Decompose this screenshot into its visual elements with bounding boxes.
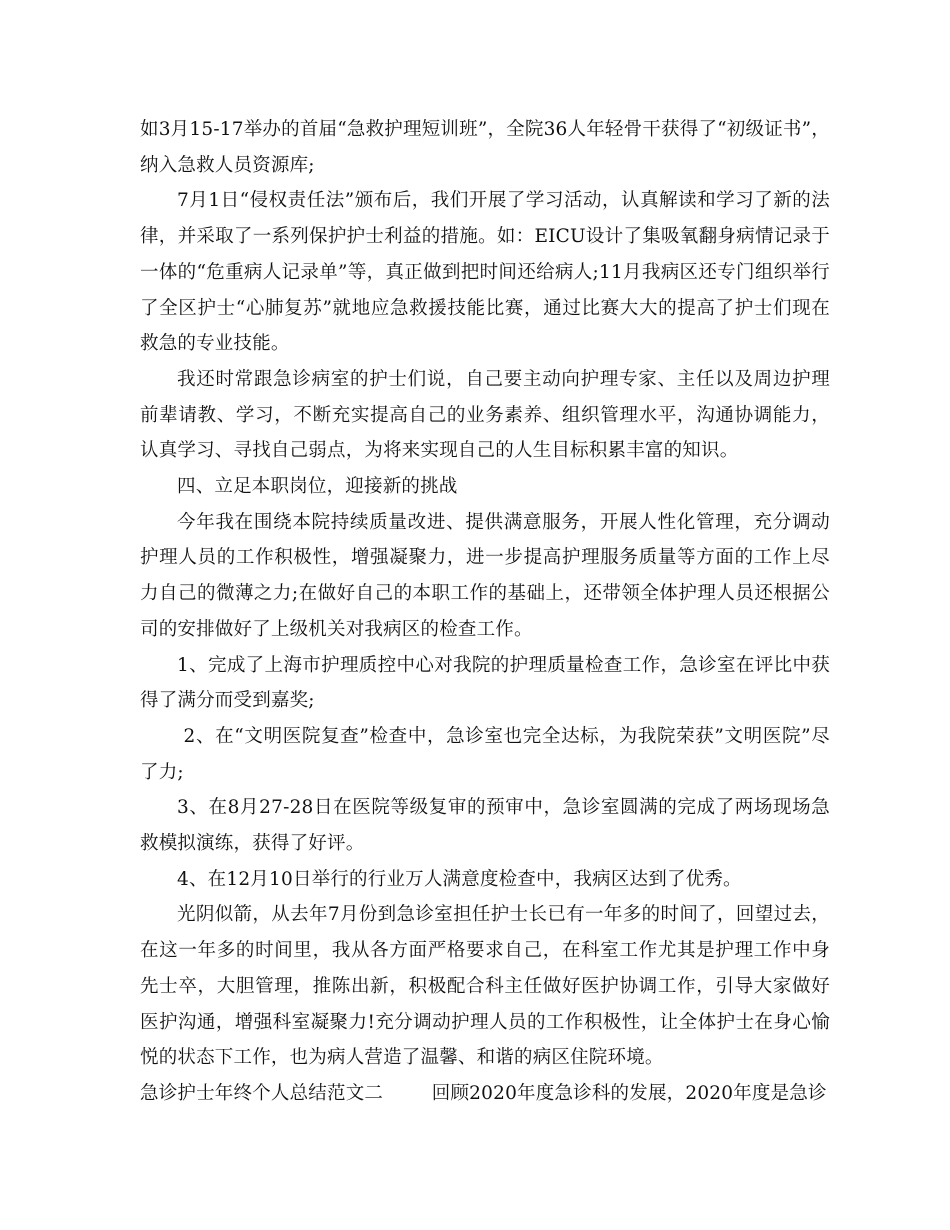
heading-gap bbox=[383, 1083, 432, 1104]
paragraph-5: 今年我在围绕本院持续质量改进、提供满意服务，开展人性化管理，充分调动护理人员的工作积极性，增强凝聚力，进一步提高护理服务质量等方面的工作上尽力自己的微薄之力;在做好自己的本职工作的基础上，还带领全体护理人员还根据公司的安排做好了上级机关对我病区的检查工作。 bbox=[140, 511, 830, 640]
paragraph-10: 光阴似箭，从去年7月份到急诊室担任护士长已有一年多的时间了，回望过去，在这一年多的时间里，我从各方面严格要求自己，在科室工作尤其是护理工作中身先士卒，大胆管理，推陈出新，积极配合科主任做好医护协调工作，引导大家做好医护沟通，增强科室凝聚力!充分调动护理人员的工作积极性，让全体护士在身心愉悦的状态下工作，也为病人营造了温馨、和谐的病区住院环境。 bbox=[140, 904, 830, 1069]
paragraph-2: 7月1日“侵权责任法”颁布后，我们开展了学习活动，认真解读和学习了新的法律，并采取了一系列保护护士利益的措施。如：EICU设计了集吸氧翻身病情记录于一体的“危重病人记录单”等，真正做到把时间还给病人;11月我病区还专门组织举行了全区护士“心肺复苏”就地应急救援技能比赛，通过比赛大大的提高了护士们现在救急的专业技能。 bbox=[140, 190, 830, 355]
paragraph-3: 我还时常跟急诊病室的护士们说，自己要主动向护理专家、主任以及周边护理前辈请教、学习，不断充实提高自己的业务素养、组织管理水平，沟通协调能力，认真学习、寻找自己弱点，为将来实现自己的人生目标积累丰富的知识。 bbox=[140, 368, 830, 462]
list-item-4: 4、在12月10日举行的行业万人满意度检查中，我病区达到了优秀。 bbox=[177, 868, 742, 890]
article-heading: 急诊护士年终个人总结范文二 bbox=[140, 1082, 384, 1104]
document-body bbox=[140, 112, 830, 1112]
last-line bbox=[140, 1076, 830, 1112]
list-item-3: 3、在8月27-28日在医院等级复审的预审中，急诊室圆满的完成了两场现场急救模拟演练，获得了好评。 bbox=[140, 797, 830, 855]
paragraph-1: 如3月15-17举办的首届“急救护理短训班”，全院36人年轻骨干获得了“初级证书”，纳入急救人员资源库; bbox=[140, 119, 830, 176]
section-heading: 四、立足本职岗位，迎接新的挑战 bbox=[177, 476, 458, 498]
list-item-1: 1、完成了上海市护理质控中心对我院的护理质量检查工作，急诊室在评比中获得了满分而受到嘉奖; bbox=[140, 654, 830, 712]
continuation-text: 回顾2020年度急诊科的发展，2020年度是急诊 bbox=[431, 1082, 827, 1104]
list-item-2: 2、在“文明医院复查”检查中，急诊室也完全达标，为我院荣获”文明医院”尽了力; bbox=[140, 725, 830, 783]
